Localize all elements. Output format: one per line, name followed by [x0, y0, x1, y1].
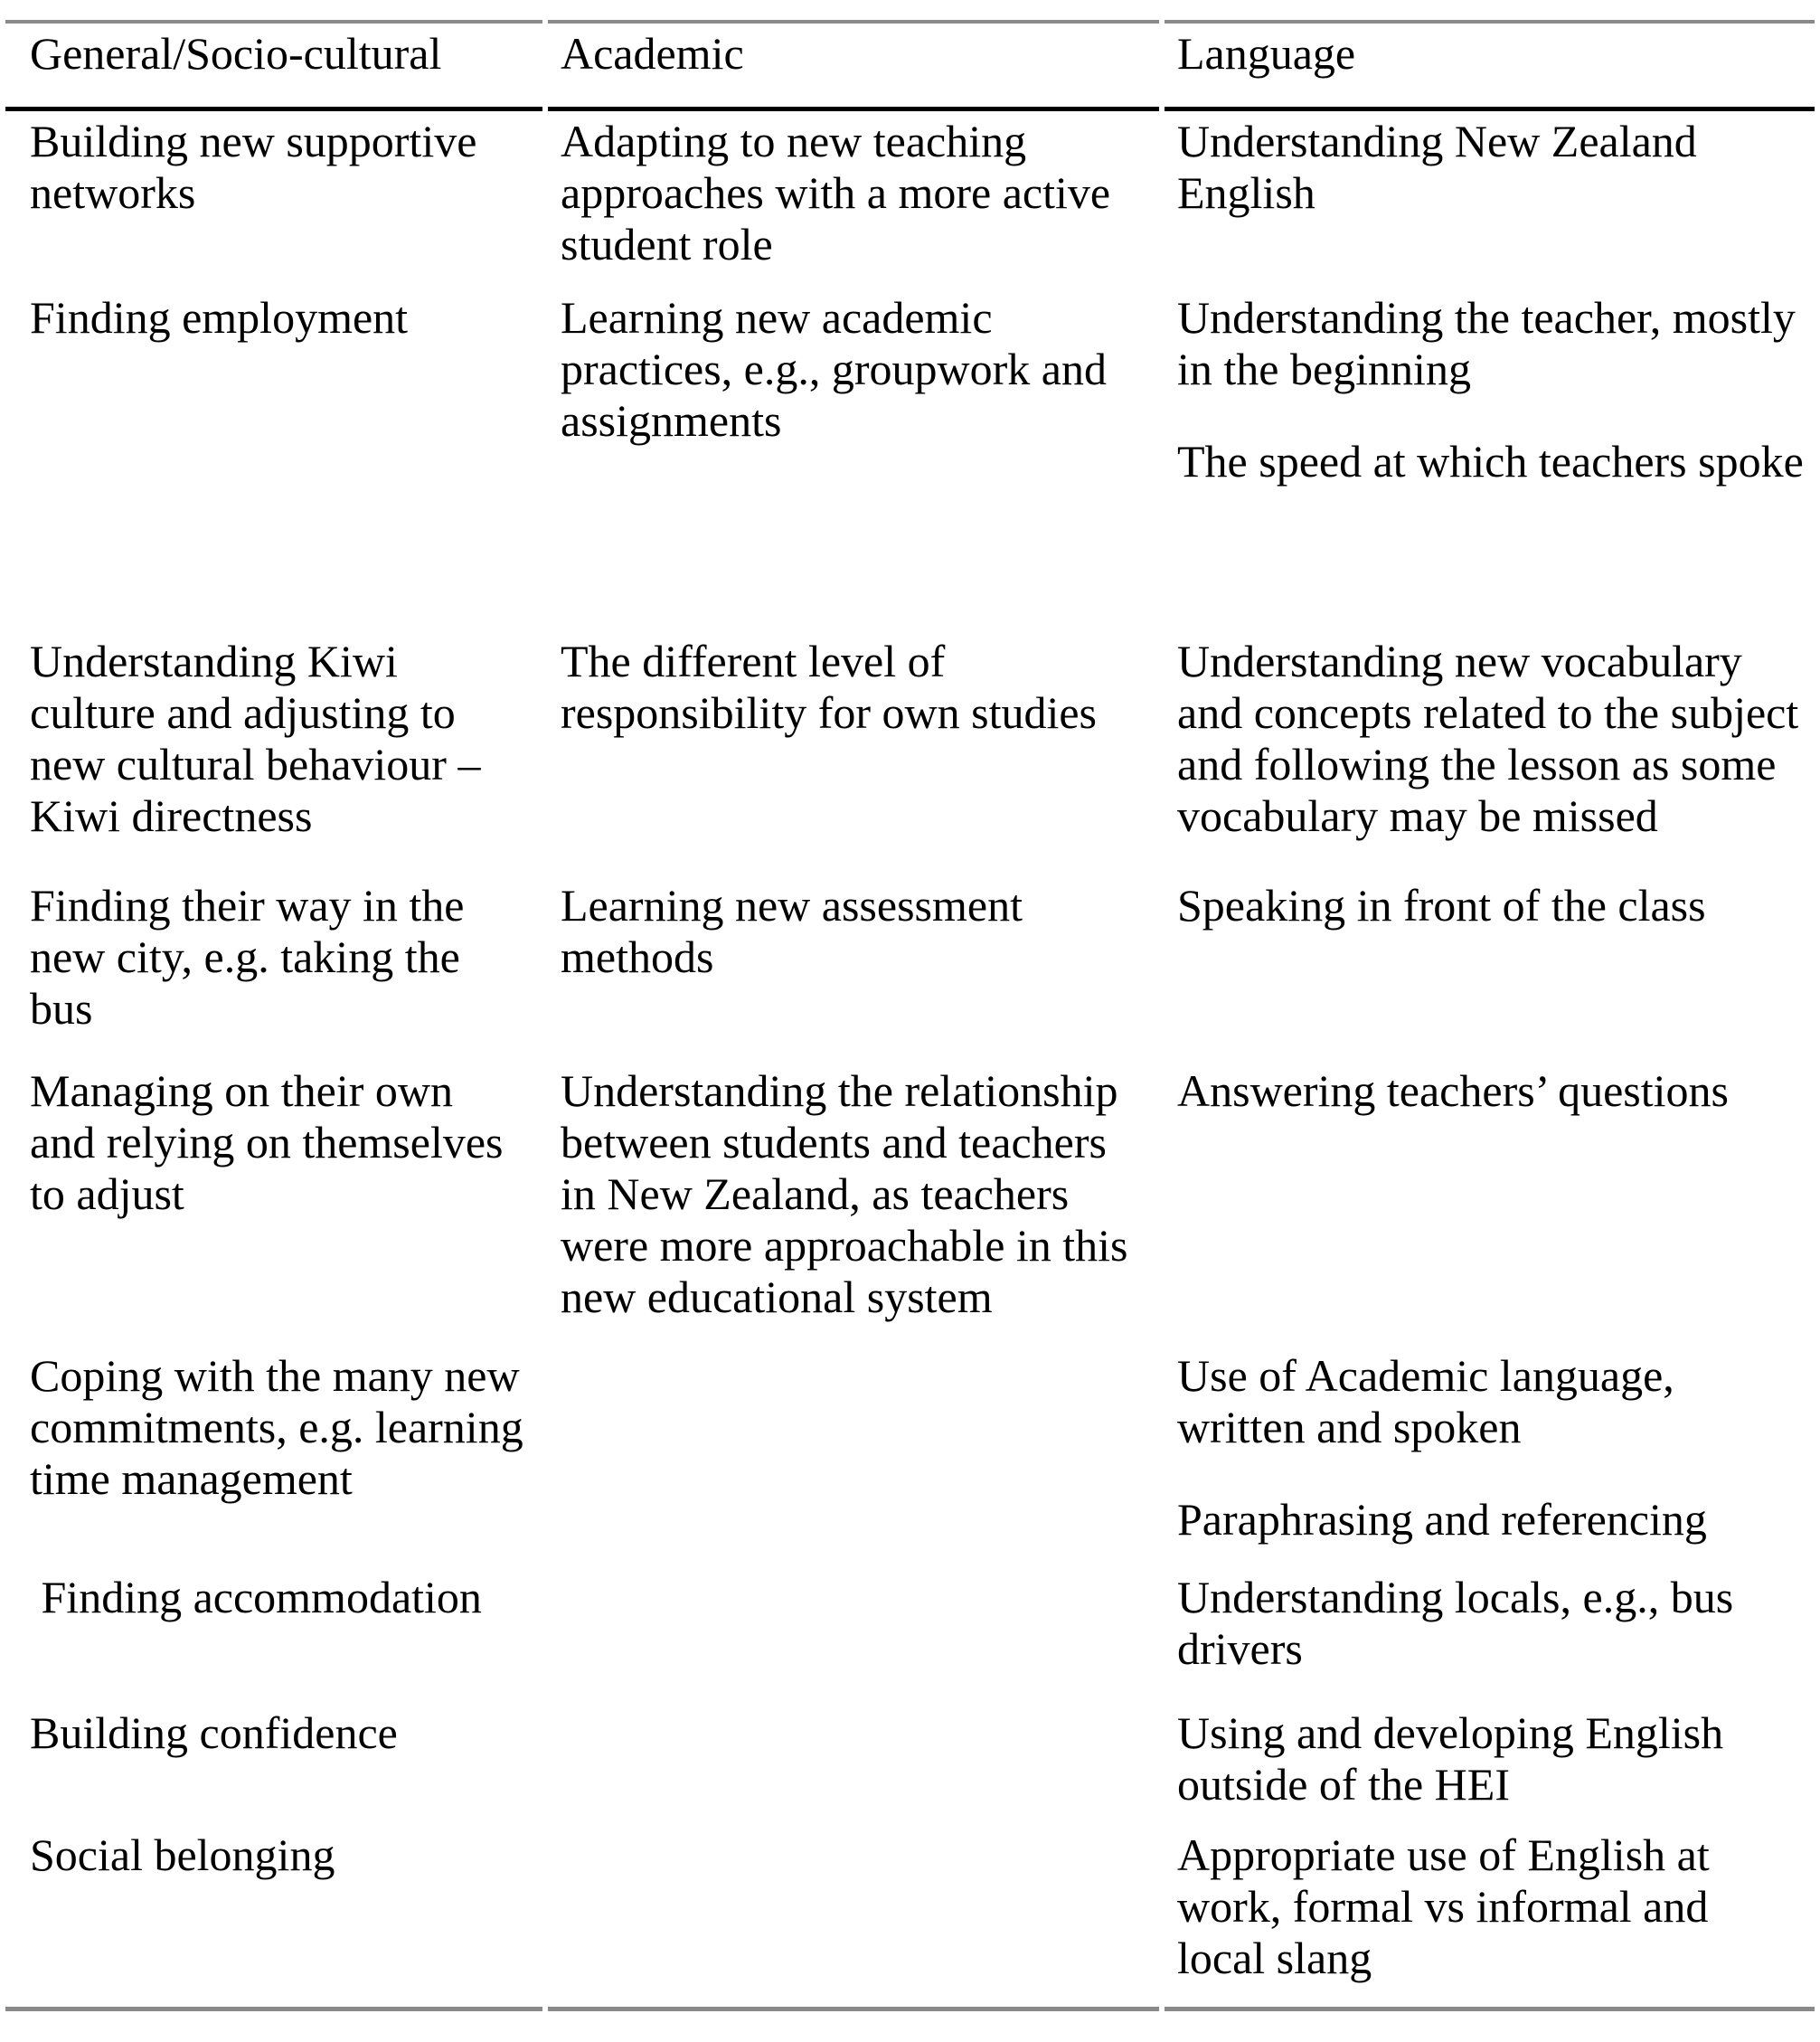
table-row — [5, 631, 1815, 875]
cell-general — [5, 875, 542, 1061]
cell-language — [1165, 875, 1815, 1061]
column-header-general-socio-cultural: General/Socio-cultural — [5, 20, 542, 111]
cell-text: Adapting to new teaching approaches with a more active student role — [561, 116, 1122, 269]
cell-general — [5, 288, 542, 631]
table-row — [5, 111, 1815, 288]
cell-text: Using and developing English outside of the HEI — [1177, 1707, 1735, 1810]
cell-language — [1165, 1346, 1815, 1567]
cell-general — [5, 1703, 542, 1825]
header-row — [5, 20, 1815, 111]
cell-academic — [548, 1567, 1159, 1703]
cell-text: Use of Academic language, written and spoken — [1177, 1350, 1686, 1452]
cell-text: Understanding locals, e.g., bus drivers — [1177, 1572, 1745, 1674]
cell-language — [1165, 1567, 1815, 1703]
cell-academic — [548, 1346, 1159, 1567]
column-header-language: Language — [1165, 20, 1815, 111]
cell-language — [1165, 1825, 1815, 2011]
table-header — [5, 20, 1815, 111]
cell-text: Speaking in front of the class — [1177, 880, 1706, 931]
cell-academic — [548, 1703, 1159, 1825]
cell-text: Learning new assessment methods — [561, 880, 1034, 982]
cell-text: Learning new academic practices, e.g., groupwork and assignments — [561, 292, 1118, 446]
cell-text: Finding their way in the new city, e.g. taking the bus — [30, 880, 476, 1034]
cell-text: Coping with the many new commitments, e.g. learning time management — [30, 1350, 535, 1504]
cell-academic — [548, 875, 1159, 1061]
table-row — [5, 1061, 1815, 1346]
cell-text: Finding accommodation — [30, 1572, 482, 1622]
column-header-academic: Academic — [548, 20, 1159, 111]
table-row — [5, 875, 1815, 1061]
cell-text: Understanding New Zealand English — [1177, 116, 1709, 218]
table-body — [5, 111, 1815, 2011]
cell-text: Building new supportive networks — [30, 116, 488, 218]
cell-general — [5, 1825, 542, 2011]
cell-language — [1165, 1061, 1815, 1346]
table-row — [5, 1825, 1815, 2011]
table-row — [5, 1346, 1815, 1567]
table-row — [5, 1567, 1815, 1703]
cell-text: Managing on their own and relying on themselves to adjust — [30, 1065, 514, 1219]
cell-text: Finding employment — [30, 292, 409, 343]
cell-general — [5, 1567, 542, 1703]
table-row — [5, 1703, 1815, 1825]
cell-text: Understanding the teacher, mostly in the beginning — [1177, 292, 1807, 394]
cell-text: The different level of responsibility for own studies — [561, 636, 1098, 738]
cell-academic — [548, 1061, 1159, 1346]
cell-text: Understanding the relationship between students and teachers in New Zealand, as teachers were more approachable in this new educational system — [561, 1065, 1140, 1322]
cell-academic — [548, 288, 1159, 631]
cell-general — [5, 631, 542, 875]
cell-language — [1165, 111, 1815, 288]
cell-text: Understanding Kiwi culture and adjusting to new cultural behaviour – Kiwi directness — [30, 636, 492, 841]
cell-general — [5, 1061, 542, 1346]
challenges-table — [0, 20, 1820, 2011]
cell-general — [5, 111, 542, 288]
cell-language — [1165, 1703, 1815, 1825]
cell-text: Building confidence — [30, 1707, 398, 1758]
cell-text: Understanding new vocabulary and concepts related to the subject and following the lesson as some vocabulary may be missed — [1177, 636, 1810, 841]
cell-academic — [548, 1825, 1159, 2011]
cell-text: Answering teachers’ questions — [1177, 1065, 1730, 1116]
table-row — [5, 288, 1815, 631]
cell-text: The speed at which teachers spoke — [1177, 436, 1804, 487]
cell-text: Appropriate use of English at work, formal vs informal and local slang — [1177, 1829, 1721, 1983]
cell-language — [1165, 631, 1815, 875]
cell-academic — [548, 631, 1159, 875]
cell-general — [5, 1346, 542, 1567]
cell-text: Social belonging — [30, 1829, 335, 1880]
cell-language — [1165, 288, 1815, 631]
cell-text: Paraphrasing and referencing — [1177, 1494, 1707, 1545]
cell-academic — [548, 111, 1159, 288]
